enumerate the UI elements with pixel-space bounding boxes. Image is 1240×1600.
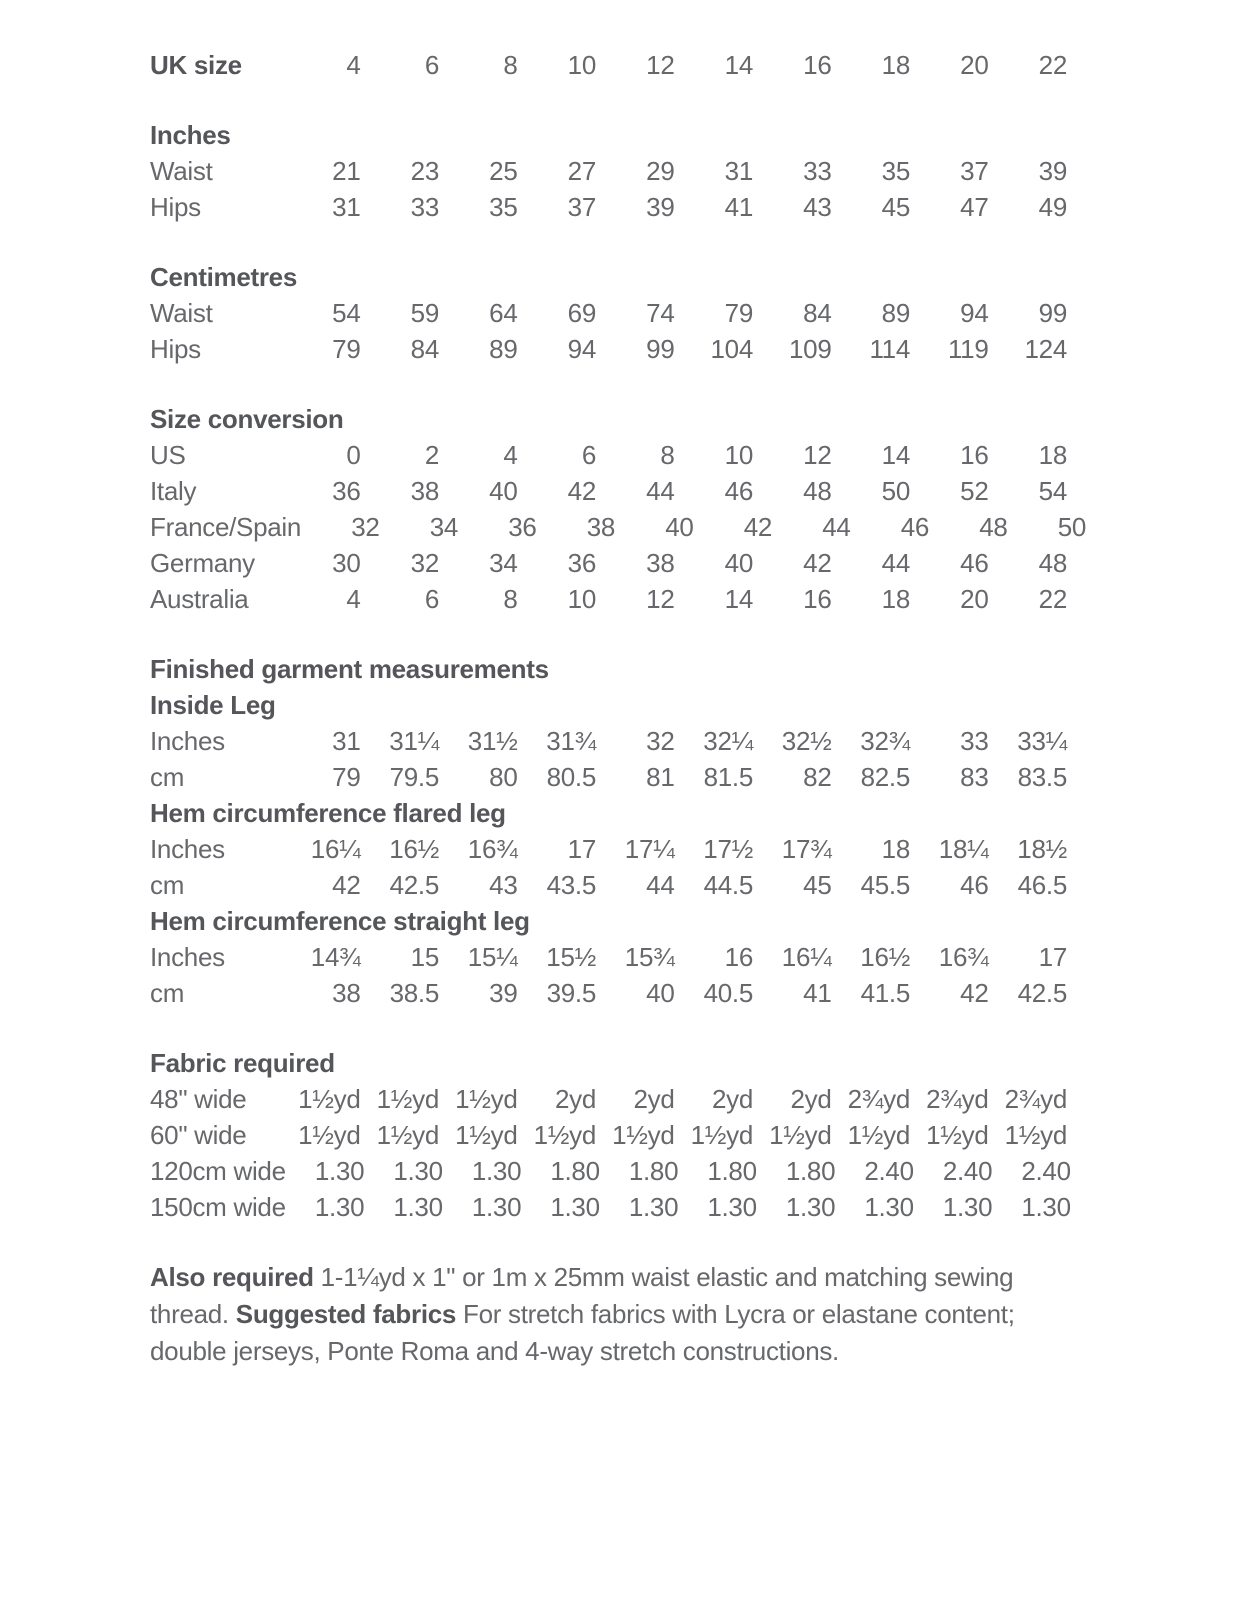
table-row [150,581,1067,617]
row-label: Inside Leg [150,690,276,720]
table-row [150,47,1067,83]
value-cell: 38 [646,548,675,578]
value-cell: 31¾ [546,726,596,756]
value-cell: 46 [900,512,930,542]
row-label: US [150,440,186,470]
value-cell: 45 [803,870,832,900]
row-label: Germany [150,548,255,578]
value-cell: 38 [410,476,439,506]
value-cell: 34 [489,548,518,578]
value-cell: 1.30 [550,1192,600,1222]
value-cell: 32 [351,512,380,542]
section-heading [150,1045,1067,1081]
value-cell: 1½yd [376,1120,439,1150]
value-cell: 2yd [554,1084,596,1114]
value-cell: 25 [489,156,518,186]
value-cell: 32¼ [703,726,753,756]
value-cell: 39 [646,192,675,222]
value-cell: 83 [960,762,989,792]
value-cell: 18 [1038,440,1067,470]
value-cell: 1.30 [471,1156,522,1186]
value-cell: 46 [724,476,753,506]
value-cell: 1.30 [393,1192,443,1222]
value-cell: 17 [1038,942,1067,972]
value-cell: 31 [332,192,361,222]
value-cell: 1½yd [847,1120,910,1150]
footnote-text: For stretch fabrics with Lycra or elastane content; double jerseys, Ponte Roma and 4-way stretch constructions. [150,1299,1015,1366]
value-cell: 54 [1038,476,1067,506]
value-cell: 8 [503,50,518,80]
value-cell: 18½ [1017,834,1067,864]
value-cell: 31 [724,156,753,186]
row-label: Centimetres [150,262,297,292]
value-cell: 42 [803,548,832,578]
value-cell: 41.5 [860,978,910,1008]
value-cell: 36 [567,548,596,578]
value-cell: 1.30 [785,1192,836,1222]
size-table [150,47,1087,1225]
value-cell: 18 [881,834,910,864]
value-cell: 124 [1024,334,1067,364]
value-cell: 37 [960,156,989,186]
value-cell: 2 [424,440,439,470]
page-content [150,47,1087,1370]
value-cell: 38.5 [389,978,439,1008]
value-cell: 81.5 [703,762,753,792]
row-label: Inches [150,834,225,864]
value-cell: 20 [960,584,989,614]
value-cell: 15½ [546,942,596,972]
value-cell: 39 [1038,156,1067,186]
table-row [150,295,1067,331]
value-cell: 16½ [389,834,439,864]
table-row [150,975,1067,1011]
value-cell: 23 [410,156,439,186]
value-cell: 8 [660,440,675,470]
value-cell: 49 [1038,192,1067,222]
value-cell: 79 [724,298,753,328]
value-cell: 2.40 [1021,1156,1071,1186]
table-row [150,473,1067,509]
value-cell: 45 [881,192,910,222]
value-cell: 50 [1057,512,1087,542]
value-cell: 54 [332,298,361,328]
row-label: 60" wide [150,1120,247,1150]
value-cell: 10 [567,50,596,80]
value-cell: 12 [646,584,675,614]
value-cell: 2.40 [942,1156,993,1186]
value-cell: 46 [960,548,989,578]
value-cell: 15 [410,942,439,972]
value-cell: 45.5 [860,870,910,900]
row-label: France/Spain [150,512,302,542]
value-cell: 2¾yd [847,1084,910,1114]
value-cell: 1½yd [769,1120,832,1150]
row-label: Inches [150,942,225,972]
value-cell: 41 [724,192,753,222]
value-cell: 35 [489,192,518,222]
value-cell: 33¼ [1017,726,1067,756]
value-cell: 14 [724,584,753,614]
row-label: Waist [150,298,213,328]
value-cell: 43 [803,192,832,222]
value-cell: 38 [586,512,616,542]
value-cell: 15¼ [467,942,518,972]
row-label: cm [150,762,185,792]
value-cell: 4 [503,440,518,470]
value-cell: 48 [803,476,832,506]
value-cell: 16¼ [310,834,361,864]
value-cell: 104 [710,334,753,364]
value-cell: 1½yd [298,1120,361,1150]
value-cell: 32¾ [860,726,910,756]
value-cell: 12 [803,440,832,470]
table-row [150,1153,1071,1189]
value-cell: 42.5 [389,870,439,900]
value-cell: 16¾ [938,942,989,972]
value-cell: 50 [881,476,910,506]
value-cell: 6 [424,584,439,614]
value-cell: 43.5 [546,870,596,900]
value-cell: 37 [567,192,596,222]
value-cell: 8 [503,584,518,614]
value-cell: 44.5 [703,870,753,900]
value-cell: 34 [429,512,459,542]
value-cell: 1½yd [298,1084,361,1114]
row-label: Hem circumference flared leg [150,798,506,828]
value-cell: 33 [803,156,832,186]
value-cell: 36 [508,512,537,542]
value-cell: 99 [646,334,675,364]
value-cell: 74 [646,298,675,328]
value-cell: 15¾ [624,942,675,972]
value-cell: 22 [1038,50,1067,80]
table-row [150,545,1067,581]
row-label: 150cm wide [150,1192,286,1222]
table-row [150,939,1067,975]
value-cell: 89 [881,298,910,328]
section-heading [150,651,1067,687]
row-label: Size conversion [150,404,344,434]
value-cell: 1½yd [612,1120,675,1150]
value-cell: 79.5 [389,762,439,792]
value-cell: 83.5 [1017,762,1067,792]
value-cell: 6 [581,440,596,470]
value-cell: 22 [1038,584,1067,614]
value-cell: 59 [410,298,439,328]
value-cell: 1.30 [942,1192,993,1222]
value-cell: 1.30 [471,1192,522,1222]
value-cell: 47 [960,192,989,222]
value-cell: 80.5 [546,762,596,792]
value-cell: 40 [724,548,753,578]
value-cell: 1.30 [628,1192,679,1222]
table-row [150,189,1067,225]
row-label: Inches [150,726,225,756]
value-cell: 64 [489,298,518,328]
section-heading [150,401,1067,437]
value-cell: 44 [646,476,675,506]
value-cell: 17½ [703,834,753,864]
value-cell: 43 [489,870,518,900]
row-label: Italy [150,476,197,506]
value-cell: 17¼ [624,834,675,864]
row-label: Hips [150,334,201,364]
value-cell: 1.80 [628,1156,679,1186]
value-cell: 1.80 [707,1156,757,1186]
row-label: 48" wide [150,1084,247,1114]
value-cell: 1½yd [690,1120,753,1150]
value-cell: 12 [646,50,675,80]
row-label: Inches [150,120,231,150]
table-row [150,153,1067,189]
value-cell: 31 [332,726,361,756]
value-cell: 39 [489,978,518,1008]
table-row [150,1081,1067,1117]
row-label: cm [150,870,185,900]
table-row [150,759,1067,795]
value-cell: 18 [881,50,910,80]
value-cell: 17 [567,834,596,864]
value-cell: 94 [567,334,596,364]
value-cell: 16¼ [781,942,832,972]
row-label: Finished garment measurements [150,654,549,684]
value-cell: 82.5 [860,762,910,792]
value-cell: 84 [410,334,439,364]
table-row [150,437,1067,473]
value-cell: 79 [332,762,361,792]
row-label: Hem circumference straight leg [150,906,530,936]
value-cell: 41 [803,978,832,1008]
value-cell: 31½ [467,726,518,756]
value-cell: 1.30 [864,1192,914,1222]
value-cell: 42.5 [1017,978,1067,1008]
value-cell: 89 [489,334,518,364]
value-cell: 16 [803,50,832,80]
value-cell: 44 [881,548,910,578]
value-cell: 1.80 [550,1156,600,1186]
table-row [150,509,1087,545]
value-cell: 16¾ [467,834,518,864]
value-cell: 2¾yd [926,1084,989,1114]
footnote [150,1259,1067,1370]
footnote-term: Suggested fabrics [235,1299,457,1329]
value-cell: 40.5 [703,978,753,1008]
row-label: Australia [150,584,249,614]
value-cell: 21 [332,156,361,186]
row-label: Fabric required [150,1048,335,1078]
value-cell: 1.30 [314,1192,365,1222]
value-cell: 42 [567,476,596,506]
section-spacer [150,225,1067,259]
value-cell: 33 [410,192,439,222]
value-cell: 79 [332,334,361,364]
table-row [150,831,1067,867]
value-cell: 2¾yd [1004,1084,1067,1114]
value-cell: 17¾ [781,834,832,864]
value-cell: 36 [332,476,361,506]
value-cell: 1.80 [785,1156,836,1186]
value-cell: 1½yd [533,1120,596,1150]
section-heading [150,259,1067,295]
value-cell: 10 [724,440,753,470]
value-cell: 18 [881,584,910,614]
value-cell: 119 [947,334,989,364]
value-cell: 81 [646,762,675,792]
value-cell: 1.30 [1021,1192,1071,1222]
section-heading [150,795,1067,831]
section-spacer [150,83,1067,117]
value-cell: 6 [424,50,439,80]
value-cell: 109 [789,334,832,364]
section-spacer [150,367,1067,401]
footnote-text: 1-1¼yd x 1" or 1m x 25mm waist elastic and matching sewing thread. [150,1262,1014,1329]
section-heading [150,903,1067,939]
section-heading [150,117,1067,153]
value-cell: 31¼ [389,726,439,756]
value-cell: 42 [960,978,989,1008]
value-cell: 52 [960,476,989,506]
value-cell: 2yd [633,1084,675,1114]
value-cell: 40 [665,512,694,542]
table-row [150,1189,1071,1225]
row-label: UK size [150,50,242,80]
value-cell: 16 [960,440,989,470]
value-cell: 1½yd [926,1120,989,1150]
value-cell: 30 [332,548,361,578]
value-cell: 94 [960,298,989,328]
footnote-term: Also required [150,1262,314,1292]
value-cell: 84 [803,298,832,328]
value-cell: 40 [646,978,675,1008]
row-label: Waist [150,156,213,186]
section-heading [150,687,1067,723]
value-cell: 1.30 [393,1156,443,1186]
value-cell: 0 [346,440,361,470]
value-cell: 1½yd [455,1120,518,1150]
value-cell: 1½yd [455,1084,518,1114]
value-cell: 69 [567,298,596,328]
value-cell: 38 [332,978,361,1008]
value-cell: 29 [646,156,675,186]
value-cell: 1½yd [376,1084,439,1114]
value-cell: 2yd [790,1084,832,1114]
value-cell: 33 [960,726,989,756]
value-cell: 18¼ [938,834,989,864]
value-cell: 46.5 [1017,870,1067,900]
value-cell: 44 [646,870,675,900]
value-cell: 10 [567,584,596,614]
value-cell: 44 [822,512,851,542]
value-cell: 32 [410,548,439,578]
value-cell: 39.5 [546,978,596,1008]
value-cell: 80 [489,762,518,792]
table-row [150,331,1067,367]
value-cell: 1.30 [314,1156,365,1186]
value-cell: 48 [1038,548,1067,578]
value-cell: 1½yd [1004,1120,1067,1150]
value-cell: 16½ [860,942,910,972]
value-cell: 16 [724,942,753,972]
table-row [150,867,1067,903]
table-row [150,723,1067,759]
value-cell: 16 [803,584,832,614]
value-cell: 1.30 [707,1192,757,1222]
value-cell: 40 [489,476,518,506]
row-label: Hips [150,192,201,222]
row-label: cm [150,978,185,1008]
value-cell: 4 [346,584,361,614]
value-cell: 35 [881,156,910,186]
value-cell: 14 [881,440,910,470]
section-spacer [150,617,1067,651]
value-cell: 32½ [781,726,832,756]
value-cell: 2.40 [864,1156,914,1186]
value-cell: 46 [960,870,989,900]
value-cell: 2yd [711,1084,753,1114]
value-cell: 42 [743,512,773,542]
value-cell: 114 [869,334,910,364]
row-label: 120cm wide [150,1156,286,1186]
value-cell: 20 [960,50,989,80]
value-cell: 32 [646,726,675,756]
value-cell: 99 [1038,298,1067,328]
value-cell: 14¾ [310,942,361,972]
value-cell: 48 [979,512,1008,542]
table-row [150,1117,1067,1153]
value-cell: 4 [346,50,361,80]
value-cell: 14 [724,50,753,80]
section-spacer [150,1011,1067,1045]
value-cell: 27 [567,156,596,186]
value-cell: 42 [332,870,361,900]
value-cell: 82 [803,762,832,792]
